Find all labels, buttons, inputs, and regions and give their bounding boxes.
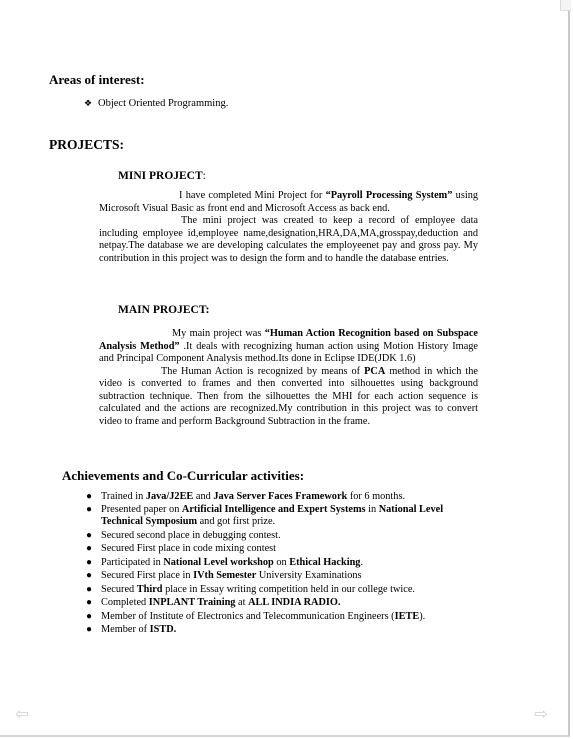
- areas-of-interest-heading: Areas of interest:: [49, 72, 145, 87]
- item-text: Member of Institute of Electronics and Telecommunication Engineers (: [101, 610, 395, 622]
- bullet-icon: ●: [86, 556, 93, 568]
- bullet-icon: ●: [86, 529, 93, 541]
- item-bold: Java/J2EE: [145, 491, 194, 502]
- item-bold: Artificial Intelligence and Expert Systems: [181, 503, 366, 515]
- main-p2-bold: PCA: [364, 365, 386, 377]
- list-item: [86, 504, 486, 529]
- item-text: on: [273, 556, 290, 568]
- list-item: [86, 596, 486, 610]
- list-item: [86, 623, 486, 637]
- bullet-icon: ●: [86, 624, 93, 635]
- achievements-heading: Achievements and Co-Curricular activities:: [62, 468, 305, 483]
- item-text: place in Essay writing competition held in our college twice.: [162, 583, 416, 595]
- mini-p2-text: The mini project was created to keep a record of employee data including employee id,employee name,designation,HRA,DA,MA,grosspay,deduction and netpay.The database we are developing calculates the employeenet pay and gross pay. My contribution in this project was to design the form and to handle the database entries.: [99, 215, 478, 264]
- list-item: [86, 542, 486, 556]
- item-text: Trained in: [101, 491, 146, 502]
- list-item: [86, 556, 486, 570]
- main-project-heading: MAIN PROJECT:: [118, 304, 210, 316]
- list-item: [86, 490, 486, 504]
- list-item: [86, 569, 486, 583]
- bullet-icon: ●: [86, 597, 93, 608]
- list-item: [86, 610, 486, 624]
- item-text: and got first prize.: [197, 516, 276, 527]
- item-bold: Third: [136, 583, 163, 595]
- interest-item-text: Object Oriented Programming.: [98, 98, 229, 109]
- item-bold: INPLANT Training: [148, 597, 236, 608]
- main-p2-post: method in which the video is converted to frames and then converted into silhouettes using background subtraction technique. Then from the silhouettes the MHI for each action sequence is calculated and the actions are recognized.My contribution in this project was to convert video to frame and perform Background Subtraction in the frame.: [99, 365, 478, 427]
- item-text: in: [365, 503, 379, 515]
- list-item: [86, 529, 486, 543]
- item-bold: Ethical Hacking: [289, 556, 361, 568]
- mini-project-title: MINI PROJECT: [118, 170, 203, 182]
- arrow-right-icon[interactable]: ⇨: [534, 704, 548, 723]
- list-item: [86, 583, 486, 597]
- item-text: Presented paper on: [101, 503, 182, 515]
- achievements-list: [86, 490, 486, 637]
- corner-resize-handle[interactable]: [560, 0, 571, 11]
- item-text: Completed: [101, 597, 149, 608]
- item-bold: National Level Technical Symposium: [101, 503, 444, 527]
- mini-project-colon: :: [202, 170, 206, 182]
- item-text: Secured First place in code mixing contest: [101, 543, 277, 554]
- main-p2-text: The Human Action is recognized by means of: [161, 365, 365, 377]
- item-text: ).: [419, 610, 426, 622]
- item-text: for 6 months.: [347, 491, 406, 502]
- item-text: Secured: [101, 583, 137, 595]
- projects-heading: PROJECTS:: [49, 137, 125, 152]
- arrow-left-icon[interactable]: ⇦: [15, 704, 29, 723]
- mini-p1-bold: “Payroll Processing System”: [325, 190, 453, 201]
- bullet-icon: ●: [86, 583, 93, 595]
- mini-p1-text: I have completed Mini Project for: [179, 190, 326, 201]
- item-text: Secured second place in debugging contest.: [101, 529, 281, 541]
- item-bold: IETE: [394, 610, 420, 622]
- mini-project-description: [99, 190, 478, 265]
- list-item: [84, 98, 228, 109]
- item-text: Member of: [101, 624, 150, 635]
- diamond-bullet-icon: ❖: [84, 98, 93, 108]
- item-bold: ISTD.: [149, 624, 177, 635]
- item-text: Secured First place in: [101, 570, 194, 581]
- item-text: and: [193, 491, 214, 502]
- bullet-icon: ●: [86, 543, 93, 554]
- item-bold: IVth Semester: [193, 570, 257, 581]
- mini-project-heading: [118, 170, 206, 182]
- bullet-icon: ●: [86, 570, 93, 581]
- main-project-description: [99, 328, 478, 428]
- item-bold: ALL INDIA RADIO.: [248, 597, 341, 608]
- bullet-icon: ●: [86, 491, 93, 502]
- main-p1-post: .It deals with recognizing human action using Motion History Image and Principal Component Analysis method.Its done in Eclipse IDE(JDK 1.6): [99, 340, 478, 364]
- item-bold: National Level workshop: [163, 556, 274, 568]
- item-text: .: [360, 556, 364, 568]
- item-text: at: [235, 597, 249, 608]
- main-p1-text: My main project was: [172, 328, 265, 339]
- main-p1-bold: “Human Action Recognition based on Subspace Analysis Method”: [99, 328, 478, 352]
- mini-p1-post: using Microsoft Visual Basic as front end and Microsoft Access as back end.: [99, 190, 478, 214]
- item-text: Participated in: [101, 556, 164, 568]
- bullet-icon: ●: [86, 610, 93, 622]
- interest-list: [84, 98, 228, 109]
- bullet-icon: ●: [86, 503, 93, 515]
- item-bold: Java Server Faces Framework: [213, 491, 348, 502]
- item-text: University Examinations: [256, 570, 362, 581]
